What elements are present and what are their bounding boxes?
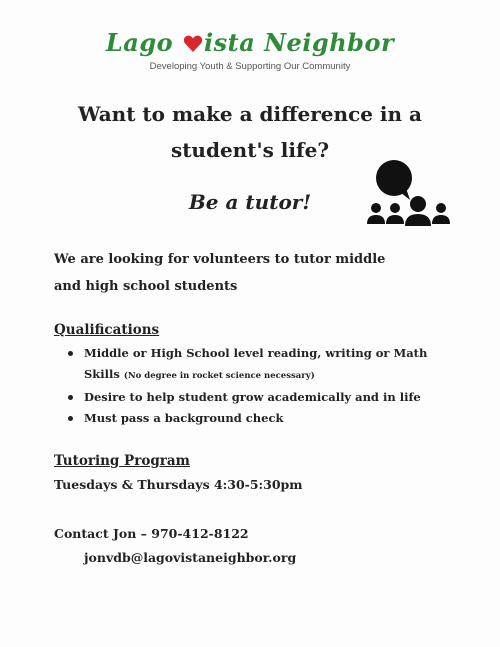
tutoring-program-heading: Tutoring Program: [54, 453, 190, 469]
list-item: [68, 343, 438, 387]
qualifications-heading: Qualifications: [54, 322, 160, 338]
qualification-note: (No degree in rocket science necessary): [123, 371, 315, 381]
heart-icon: [183, 31, 203, 61]
bullet-icon: [68, 416, 73, 421]
intro-line1: We are looking for volunteers to tutor middle: [54, 252, 386, 267]
be-a-tutor-heading: Be a tutor!: [188, 190, 312, 214]
qualification-text: Must pass a background check: [84, 411, 284, 425]
list-item: [68, 408, 438, 429]
headline-line1: Want to make a difference in a: [77, 102, 422, 126]
list-item: [68, 387, 438, 408]
tutor-group-icon: [364, 158, 456, 234]
qualification-text: Desire to help student grow academically and in life: [84, 390, 421, 404]
bullet-icon: [68, 395, 73, 400]
qualifications-list: [68, 343, 438, 429]
logo-name-part2: ista Neighbor: [203, 28, 395, 57]
intro-line2: and high school students: [54, 279, 238, 294]
logo-name-part1: Lago: [105, 28, 174, 57]
contact-line: Contact Jon – 970-412-8122: [54, 526, 249, 541]
intro-text: [54, 246, 454, 300]
logo-wordmark: [0, 28, 500, 61]
logo: [0, 28, 500, 73]
schedule-text: Tuesdays & Thursdays 4:30-5:30pm: [54, 477, 303, 492]
bullet-icon: [68, 351, 73, 356]
contact-email[interactable]: jonvdb@lagovistaneighbor.org: [84, 550, 297, 565]
logo-tagline: Developing Youth & Supporting Our Community: [149, 61, 351, 72]
qualification-text: Middle or High School level reading, writing or Math Skills: [84, 346, 428, 381]
headline-line2: student's life?: [170, 138, 330, 162]
